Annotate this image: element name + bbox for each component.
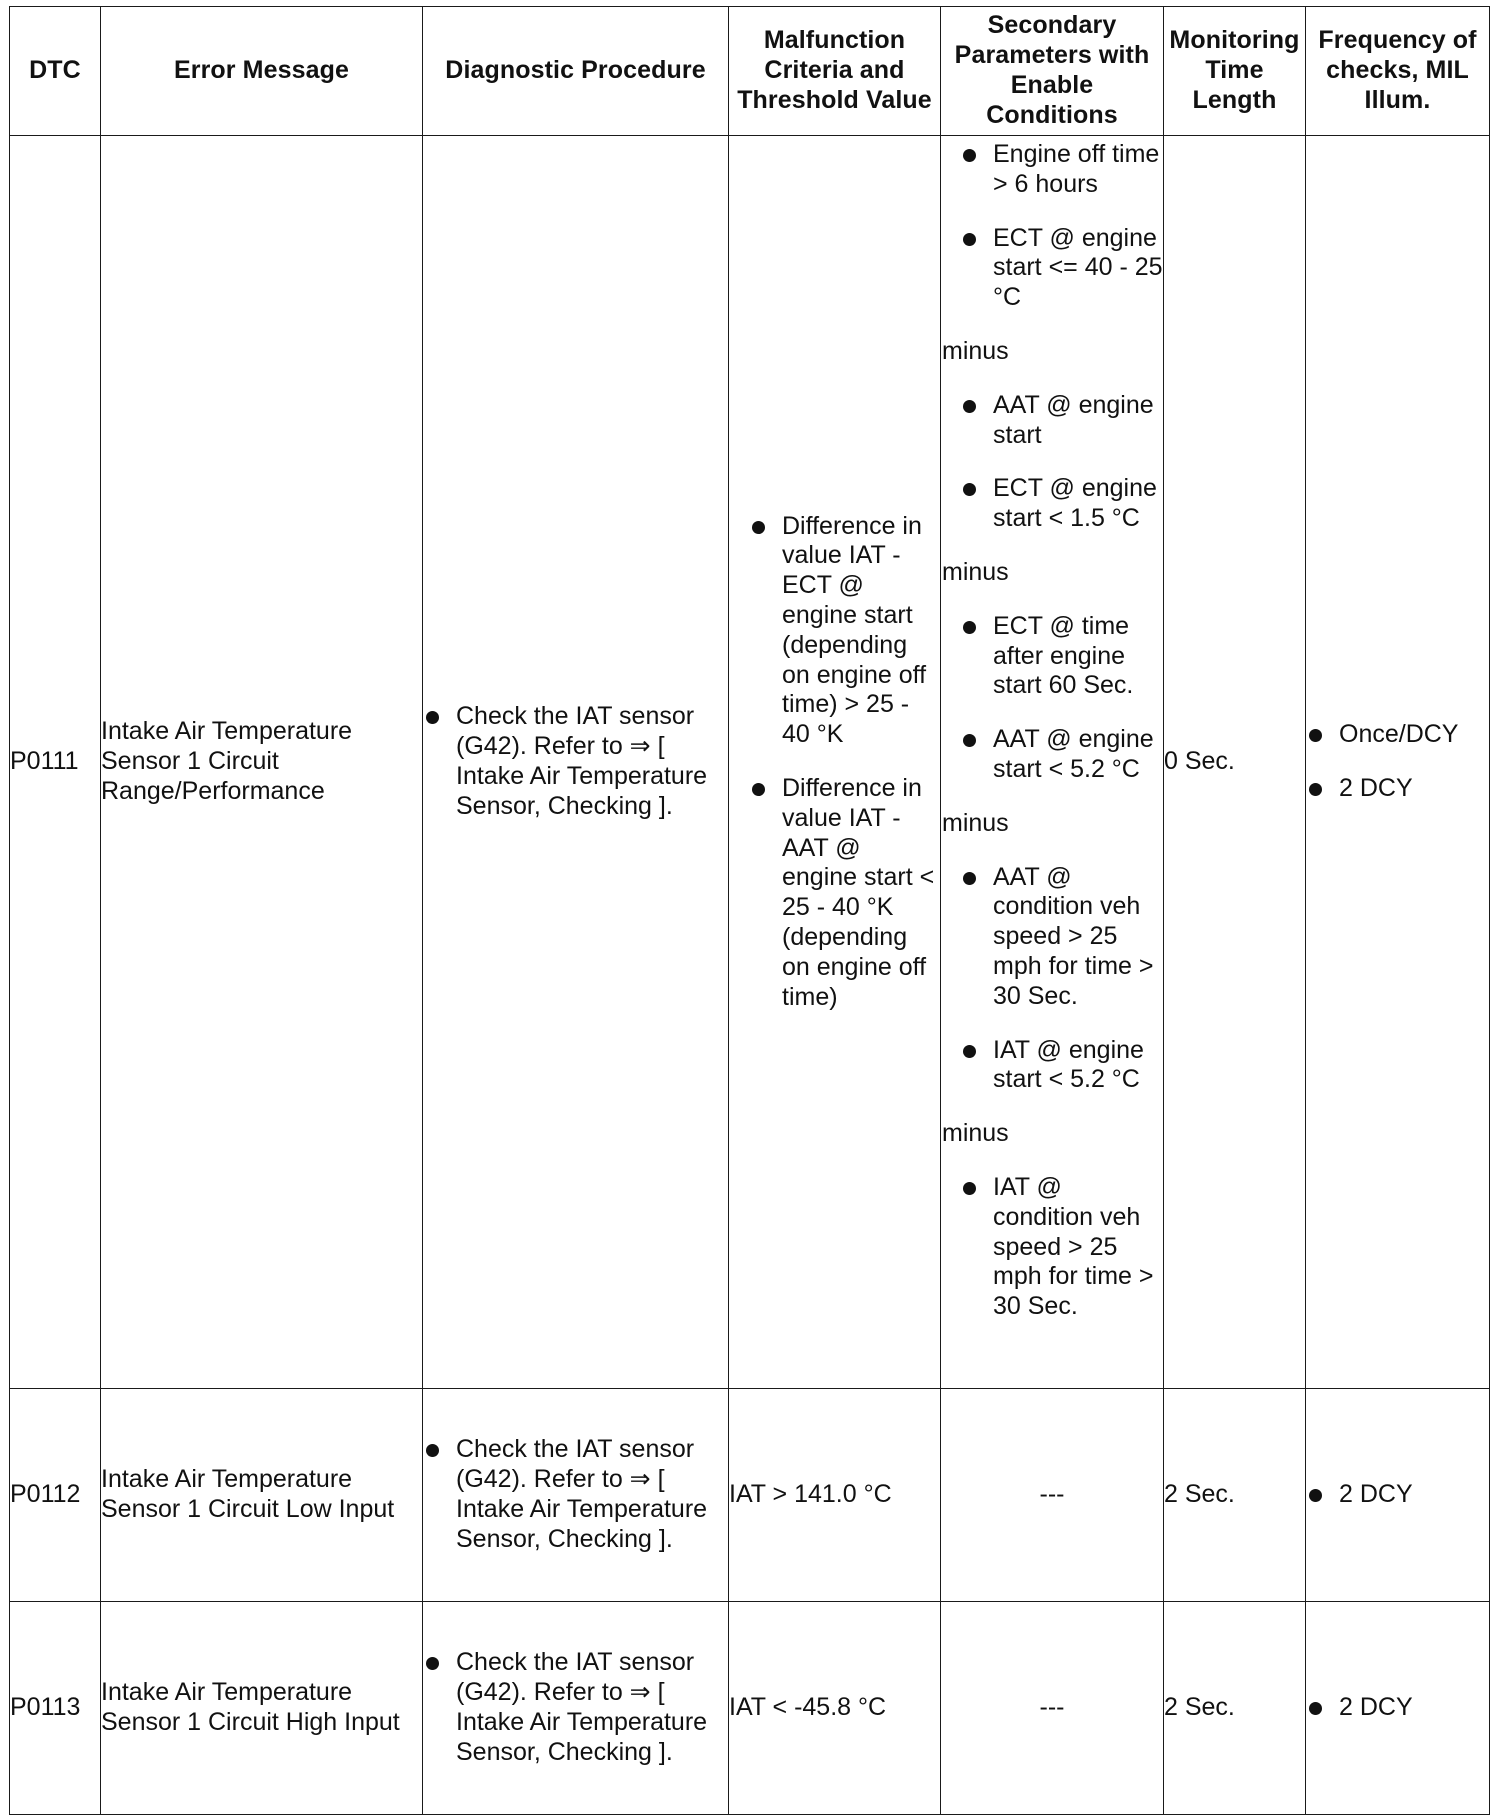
criteria-item: Difference in value IAT - ECT @ engine start (depending on engine off time) > 25 - 40 °K — [749, 512, 940, 750]
column-header-frequency: Frequency of checks, MIL Illum. — [1306, 7, 1490, 136]
procedure-list — [423, 1648, 728, 1767]
malfunction-criteria: IAT < -45.8 °C — [729, 1602, 941, 1815]
header-row — [10, 7, 1490, 136]
frequency-item: 2 DCY — [1306, 1693, 1489, 1723]
column-header-malfunction-criteria: Malfunction Criteria and Threshold Value — [729, 7, 941, 136]
table-header — [10, 7, 1490, 136]
procedure-step: Check the IAT sensor (G42). Refer to ⇒ [ Intake Air Temperature Sensor, Checking ]. — [423, 1648, 728, 1767]
column-header-dtc: DTC — [10, 7, 101, 136]
dtc-code: P0111 — [10, 136, 101, 1389]
procedure-step: Check the IAT sensor (G42). Refer to ⇒ [ Intake Air Temperature Sensor, Checking ]. — [423, 702, 728, 821]
dtc-code: P0113 — [10, 1602, 101, 1815]
secondary-parameters: --- — [941, 1602, 1164, 1815]
secondary-parameter-item: IAT @ engine start < 5.2 °C — [941, 1036, 1163, 1096]
frequency — [1306, 1389, 1490, 1602]
diagnostic-procedure — [423, 136, 729, 1389]
secondary-parameter-item: ECT @ engine start <= 40 - 25 °C — [941, 224, 1163, 313]
frequency-item: Once/DCY — [1306, 720, 1489, 750]
diagnostic-procedure — [423, 1602, 729, 1815]
column-header-monitoring-time: Monitoring Time Length — [1164, 7, 1306, 136]
secondary-parameter-connector: minus — [942, 808, 1009, 837]
secondary-parameter-connector: minus — [942, 1119, 1009, 1148]
frequency-list — [1306, 1480, 1489, 1510]
monitoring-time: 0 Sec. — [1164, 136, 1306, 1389]
column-header-diagnostic-procedure: Diagnostic Procedure — [423, 7, 729, 136]
criteria-item: Difference in value IAT - AAT @ engine start < 25 - 40 °K (depending on engine off time) — [749, 774, 940, 1012]
secondary-parameter-item: ECT @ engine start < 1.5 °C — [941, 474, 1163, 534]
secondary-parameter-item: AAT @ condition veh speed > 25 mph for time > 30 Sec. — [941, 863, 1163, 1012]
secondary-parameter-item: AAT @ engine start — [941, 391, 1163, 451]
secondary-parameters: --- — [941, 1389, 1164, 1602]
table-row — [10, 1602, 1490, 1815]
dtc-table — [9, 6, 1490, 1815]
column-header-error-message: Error Message — [101, 7, 423, 136]
secondary-parameters-list — [941, 140, 1163, 1322]
secondary-parameter-connector: minus — [942, 336, 1009, 365]
procedure-step: Check the IAT sensor (G42). Refer to ⇒ [ Intake Air Temperature Sensor, Checking ]. — [423, 1435, 728, 1554]
frequency — [1306, 136, 1490, 1389]
criteria-list — [749, 512, 940, 1013]
malfunction-criteria: IAT > 141.0 °C — [729, 1389, 941, 1602]
monitoring-time: 2 Sec. — [1164, 1602, 1306, 1815]
monitoring-time: 2 Sec. — [1164, 1389, 1306, 1602]
dtc-code: P0112 — [10, 1389, 101, 1602]
secondary-parameter-item: AAT @ engine start < 5.2 °C — [941, 725, 1163, 785]
diagnostic-procedure — [423, 1389, 729, 1602]
error-message: Intake Air Temperature Sensor 1 Circuit High Input — [101, 1602, 423, 1815]
procedure-list — [423, 1435, 728, 1554]
error-message: Intake Air Temperature Sensor 1 Circuit Low Input — [101, 1389, 423, 1602]
secondary-parameter-connector: minus — [942, 557, 1009, 586]
table-row — [10, 1389, 1490, 1602]
table-body — [10, 136, 1490, 1815]
frequency — [1306, 1602, 1490, 1815]
error-message: Intake Air Temperature Sensor 1 Circuit Range/Performance — [101, 136, 423, 1389]
frequency-list — [1306, 1693, 1489, 1723]
frequency-item: 2 DCY — [1306, 774, 1489, 804]
column-header-secondary-parameters: Secondary Parameters with Enable Conditions — [941, 7, 1164, 136]
secondary-parameter-item: IAT @ condition veh speed > 25 mph for time > 30 Sec. — [941, 1173, 1163, 1322]
secondary-parameters — [941, 136, 1164, 1389]
table-row — [10, 136, 1490, 1389]
secondary-parameter-item: Engine off time > 6 hours — [941, 140, 1163, 200]
frequency-item: 2 DCY — [1306, 1480, 1489, 1510]
malfunction-criteria — [729, 136, 941, 1389]
procedure-list — [423, 702, 728, 821]
frequency-list — [1306, 720, 1489, 804]
secondary-parameter-item: ECT @ time after engine start 60 Sec. — [941, 612, 1163, 701]
